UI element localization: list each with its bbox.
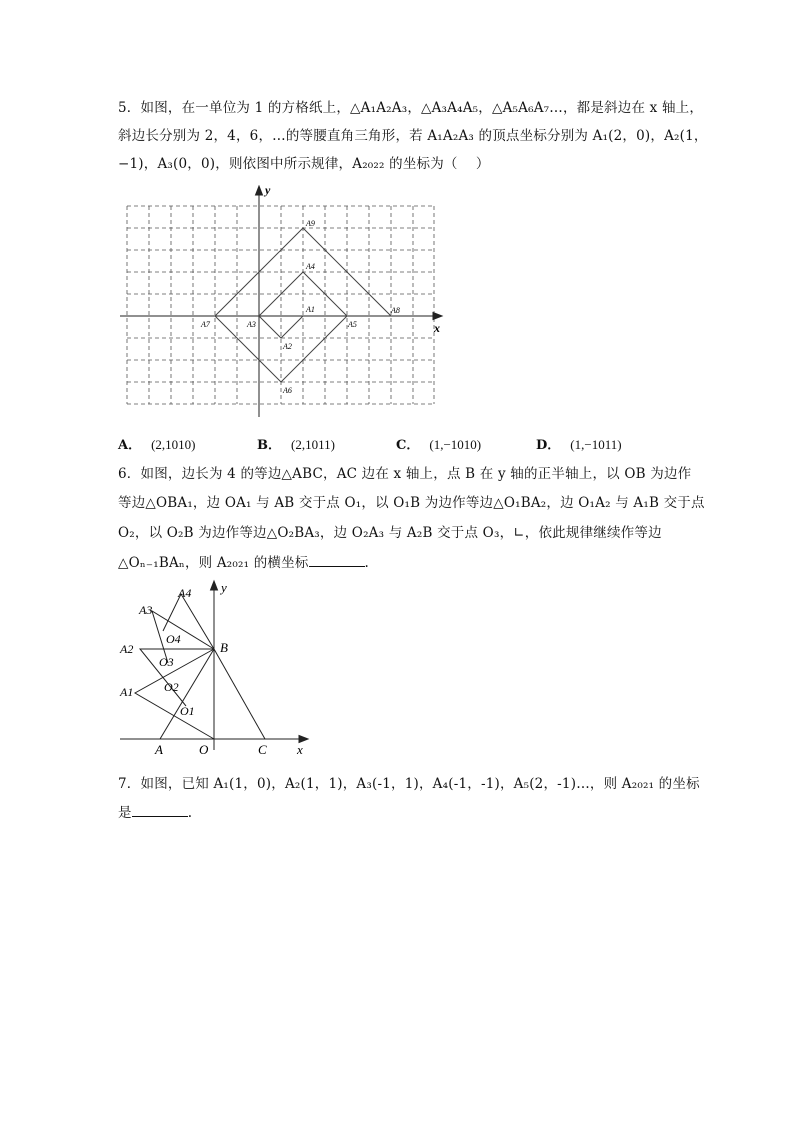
q6-label-A2: A2 <box>120 642 134 656</box>
q5-option-c[interactable] <box>396 434 481 453</box>
q6-label-O4: O4 <box>166 632 181 646</box>
q5-text-line-3: −1)，A₃(0，0)，则依图中所示规律，A₂₀₂₂ 的坐标为（ ） <box>118 156 490 172</box>
q6-label-C: C <box>258 742 267 757</box>
q6-text-line-4-body: △Oₙ₋₁BAₙ，则 A₂₀₂₁ 的横坐标 <box>118 555 309 571</box>
q5-option-b-label: B． <box>257 438 281 453</box>
q5-option-d-label: D． <box>536 438 561 453</box>
q6-figure <box>115 578 315 758</box>
q5-label-A4: A4 <box>306 262 315 271</box>
q5-label-A9: A9 <box>306 219 315 228</box>
q6-text-line-2: 等边△OBA₁，边 OA₁ 与 AB 交于点 O₁，以 O₁B 为边作等边△O₁BA₂，边 O₁A₂ 与 A₁B 交于点 <box>118 495 705 511</box>
q6-label-O2: O2 <box>164 680 179 694</box>
q5-option-b[interactable] <box>257 434 335 453</box>
q5-label-A7: A7 <box>201 320 210 329</box>
q5-option-b-value: (2,1011) <box>291 437 335 452</box>
q5-x-axis-label: x <box>434 321 440 335</box>
q5-label-A3: A3 <box>247 320 256 329</box>
q6-text-line-1: 6．如图，边长为 4 的等边△ABC，AC 边在 x 轴上，点 B 在 y 轴的正半轴上，以 OB 为边作 <box>118 466 692 482</box>
q5-text-line-2: 斜边长分别为 2，4，6，…的等腰直角三角形，若 A₁A₂A₃ 的顶点坐标分别为 A₁(2，0)，A₂(1， <box>118 128 708 144</box>
q5-option-a-value: (2,1010) <box>151 437 196 452</box>
q6-label-O1: O1 <box>180 704 195 718</box>
q7-text-line-2-body: 是 <box>118 805 132 821</box>
q7-answer-blank[interactable] <box>132 804 188 817</box>
q6-triangles <box>135 594 265 739</box>
q5-label-A5: A5 <box>348 320 357 329</box>
q6-label-A4: A4 <box>178 586 192 600</box>
q5-option-a[interactable] <box>118 434 196 453</box>
q6-label-B: B <box>220 640 228 655</box>
q6-label-O3: O3 <box>159 655 174 669</box>
q6-text-line-3: O₂，以 O₂B 为边作等边△O₂BA₃，边 O₂A₃ 与 A₂B 交于点 O₃，∟，依此规律继续作等边 <box>118 525 662 541</box>
q6-label-x: x <box>297 742 303 757</box>
q5-label-A8: A8 <box>391 306 400 315</box>
q5-label-A6: A6 <box>283 386 292 395</box>
q6-label-A: A <box>155 742 163 757</box>
q6-answer-blank[interactable] <box>309 554 365 567</box>
q5-grid <box>127 206 434 404</box>
q5-option-c-value: (1,−1010) <box>429 437 482 452</box>
q7-text-line-2 <box>118 801 192 821</box>
q7-text-line-2-end: . <box>187 805 193 821</box>
q5-text-line-1: 5．如图，在一单位为 1 的方格纸上，△A₁A₂A₃，△A₃A₄A₅，△A₅A₆A₇…，都是斜边在 x 轴上， <box>118 100 704 116</box>
q5-option-a-label: A． <box>118 438 142 453</box>
q6-label-A1: A1 <box>120 685 134 699</box>
q5-option-c-label: C． <box>396 438 420 453</box>
q6-text-line-4 <box>118 551 369 571</box>
q5-label-A2: A2 <box>283 342 292 351</box>
q5-option-d-value: (1,−1011) <box>570 437 622 452</box>
q5-y-axis-label: y <box>265 185 271 197</box>
q7-text-line-1: 7．如图，已知 A₁(1，0)，A₂(1，1)，A₃(-1，1)，A₄(-1，-1)，A₅(2，-1)…，则 A₂₀₂₁ 的坐标 <box>118 776 700 792</box>
q6-label-y: y <box>221 580 227 595</box>
q6-label-A3: A3 <box>139 603 153 617</box>
q6-label-O: O <box>199 742 209 757</box>
q6-text-line-4-end: . <box>364 555 370 571</box>
q5-label-A1: A1 <box>306 305 315 314</box>
q5-option-d[interactable] <box>536 434 622 453</box>
q5-figure <box>120 185 450 420</box>
